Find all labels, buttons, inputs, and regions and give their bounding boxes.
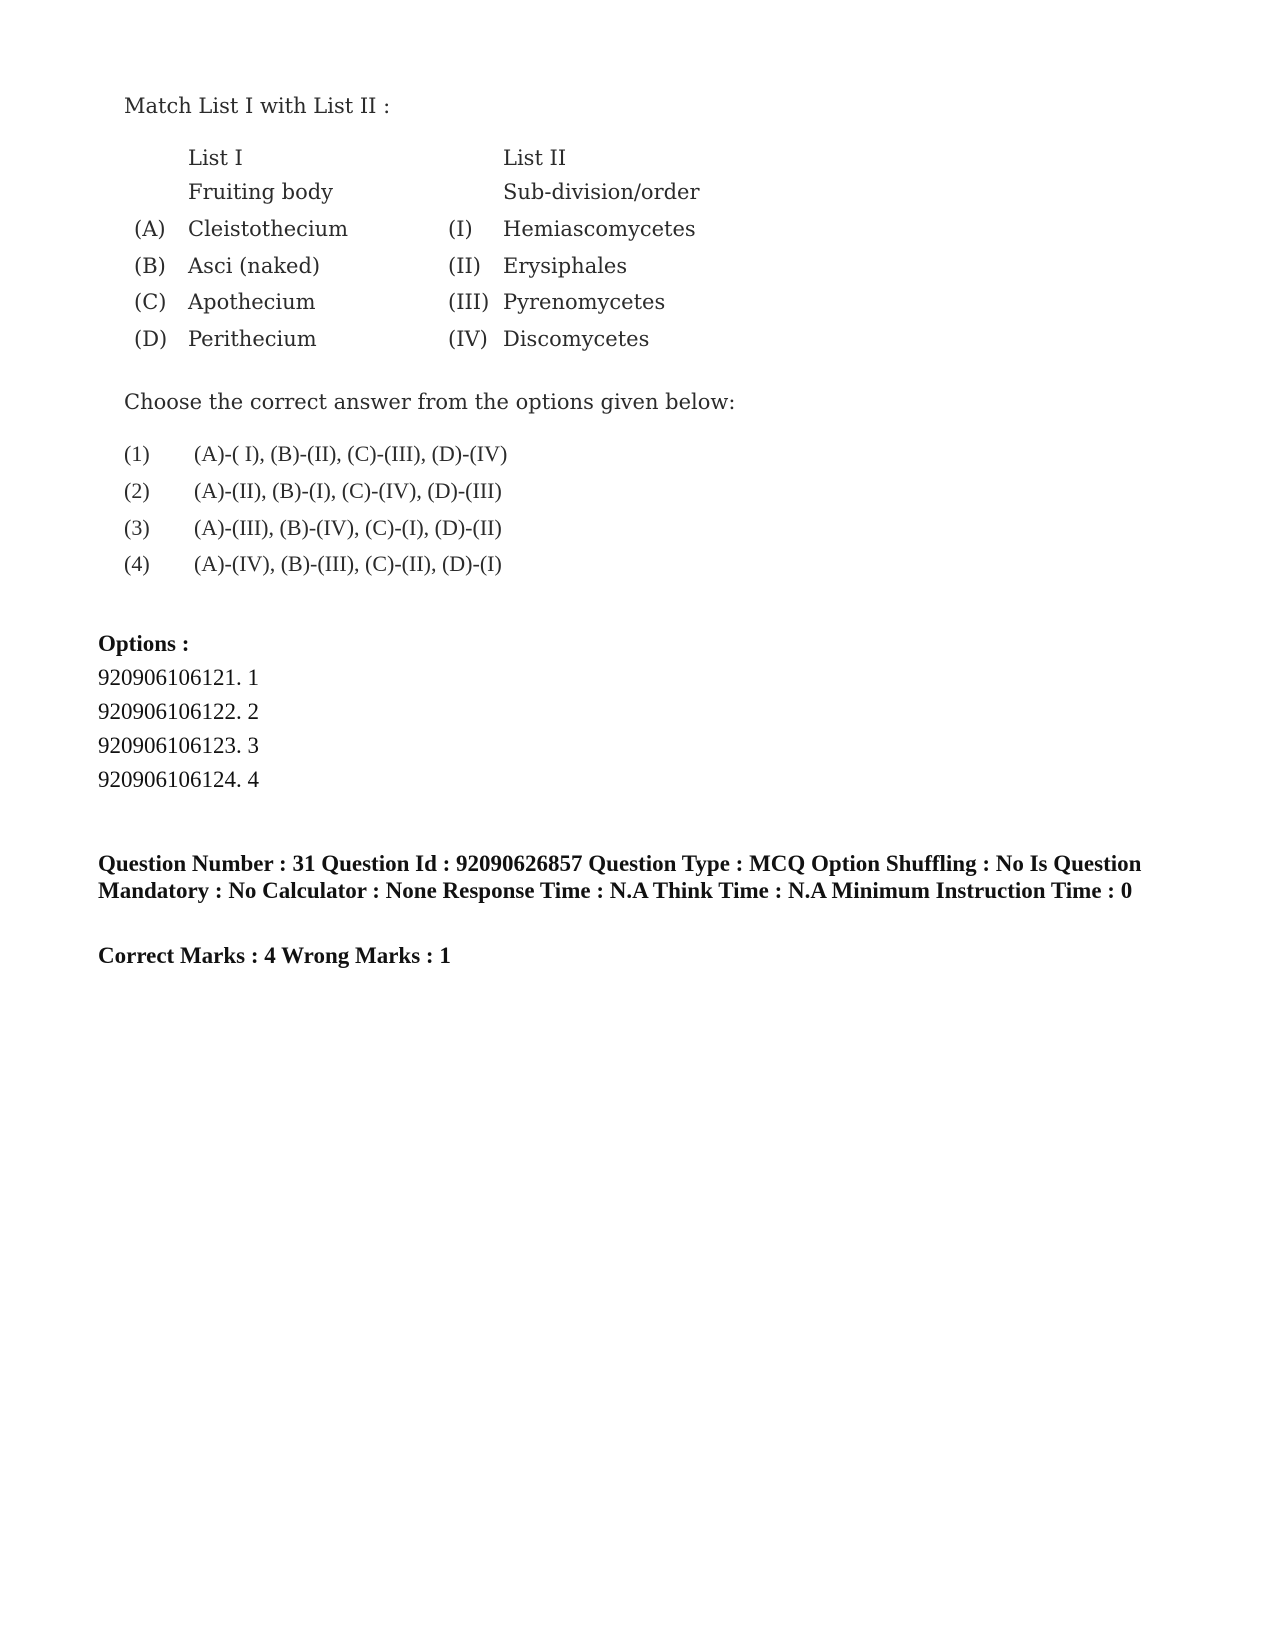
list2-item: Hemiascomycetes [503,217,696,241]
list2-key: (III) [448,290,490,314]
question-prompt: Match List I with List II : [124,94,391,118]
choice-text: (A)-( I), (B)-(II), (C)-(III), (D)-(IV) [194,441,508,466]
list2-item: Pyrenomycetes [503,290,666,314]
list1-key: (A) [134,217,166,241]
list2-key: (IV) [448,327,488,351]
list2-subheading: Sub-division/order [503,180,700,204]
list1-key: (C) [134,290,167,314]
choice-number: (3) [124,515,150,540]
options-heading: Options : [98,631,190,656]
list2-key: (II) [448,254,481,278]
list1-key: (D) [134,327,168,351]
list2-item: Discomycetes [503,327,650,351]
option-item: 920906106122. 2 [98,699,259,724]
choice-number: (4) [124,551,150,576]
list1-item: Perithecium [188,327,317,351]
choice-number: (2) [124,478,150,503]
list2-heading: List II [503,146,567,170]
list1-key: (B) [134,254,166,278]
option-item: 920906106124. 4 [98,767,259,792]
list1-item: Cleistothecium [188,217,349,241]
question-instruction: Choose the correct answer from the options given below: [124,390,736,414]
choice-text: (A)-(II), (B)-(I), (C)-(IV), (D)-(III) [194,478,502,503]
question-meta: Question Number : 31 Question Id : 92090626857 Question Type : MCQ Option Shuffling : No Is Question Mandatory : No Calculator : None Response Time : N.A Think Time : N.A Minimum Instruction Time : 0 [98,851,1142,903]
question-marks: Correct Marks : 4 Wrong Marks : 1 [98,943,451,968]
question-image [110,80,810,620]
list2-key: (I) [448,217,473,241]
choice-number: (1) [124,441,150,466]
option-item: 920906106121. 1 [98,665,259,690]
choice-text: (A)-(IV), (B)-(III), (C)-(II), (D)-(I) [194,551,502,576]
list1-item: Apothecium [188,290,316,314]
option-item: 920906106123. 3 [98,733,259,758]
list2-item: Erysiphales [503,254,628,278]
choice-text: (A)-(III), (B)-(IV), (C)-(I), (D)-(II) [194,515,502,540]
list1-subheading: Fruiting body [188,180,334,204]
list1-heading: List I [188,146,243,170]
list1-item: Asci (naked) [188,254,321,278]
